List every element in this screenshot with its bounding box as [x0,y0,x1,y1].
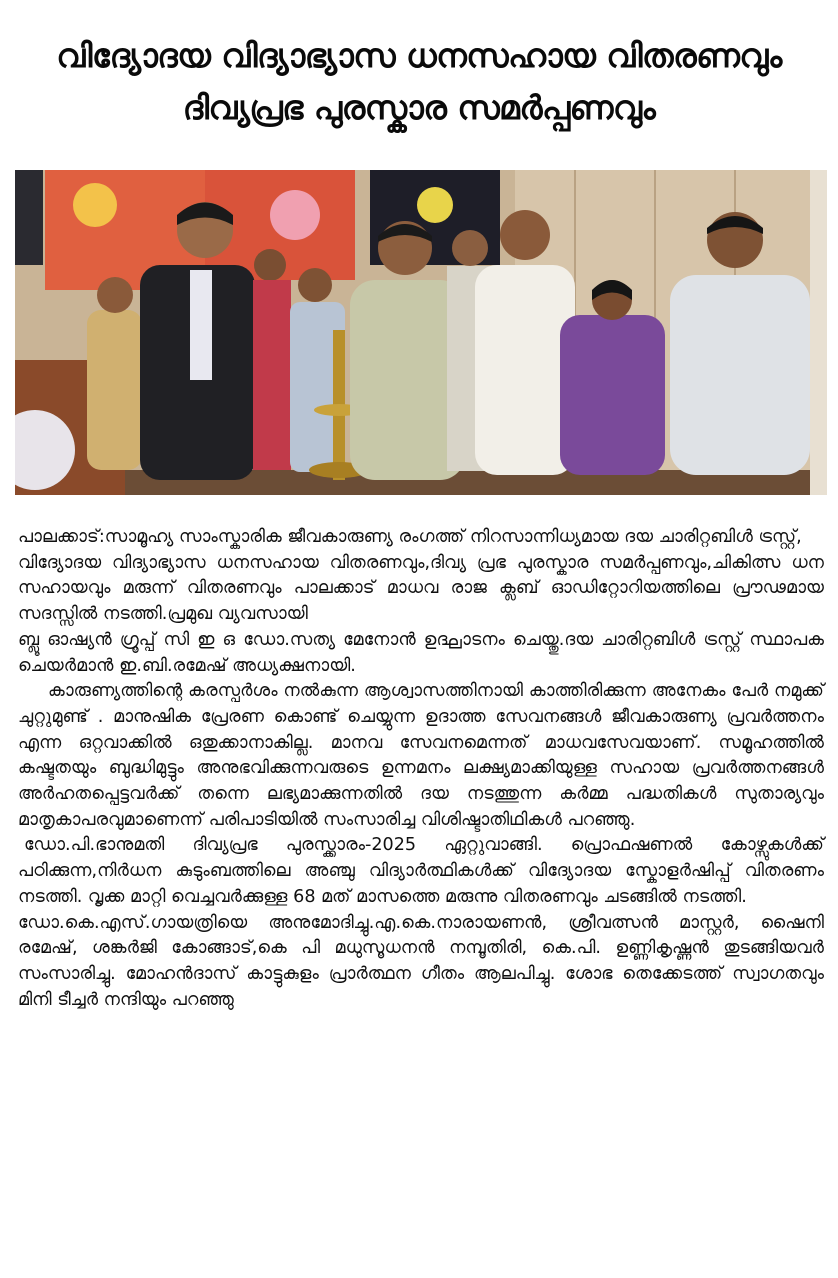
article-paragraph: കാരുണ്യത്തിന്റെ കരസ്പർശം നൽകുന്ന ആശ്വാസത്തിനായി കാത്തിരിക്കുന്ന അനേകം പേർ നമുക്ക് ചുറ്റുമുണ്ട് . മാനുഷിക പ്രേരണ കൊണ്ട് ചെയ്യുന്ന ഉദാത്ത സേവനങ്ങൾ ജീവകാരുണ്യ പ്രവർത്തനം എന്ന ഒറ്റവാക്കിൽ ഒതുക്കാനാകില്ല. മാനവ സേവനമെന്നത് മാധവസേവയാണ്. സമൂഹത്തിൽ കഷ്ടതയും ബുദ്ധിമുട്ടും അനുഭവിക്കുന്നവരുടെ ഉന്നമനം ലക്ഷ്യമാക്കിയുള്ള സഹായ പ്രവർത്തനങ്ങൾ അർഹതപ്പെട്ടവർക്ക് തന്നെ ലഭ്യമാക്കുന്നതിൽ ദയ നടത്തുന്ന കർമ്മ പദ്ധതികൾ സുതാര്യവും മാതൃകാപരവുമാണെന്ന് പരിപാടിയിൽ സംസാരിച്ച വിശിഷ്ടാതിഥികൾ പറഞ്ഞു. [18,681,824,830]
headline-line-1: വിദ്യോദയ വിദ്യാഭ്യാസ ധനസഹായ വിതരണവും [56,36,782,75]
article-paragraph: വിദ്യോദയ വിദ്യാഭ്യാസ ധനസഹായ വിതരണവും,ദിവ്യ പ്രഭ പുരസ്കാര സമർപ്പണവും,ചികിത്സ ധന സഹായവും മരുന്ന് വിതരണവും പാലക്കാട് മാധവ രാജ ക്ലബ് ഓഡിറ്റോറിയത്തിലെ പ്രൗഢമായ സദസ്സിൽ നടത്തി.പ്രമുഖ വ്യവസായി [18,552,824,625]
article-paragraph: ഡോ.പി.ഭാനുമതി ദിവ്യപ്രഭ പുരസ്ക്കാരം-2025 ഏറ്റുവാങ്ങി. പ്രൊഫഷണൽ കോഴ്സുകൾക്ക് പഠിക്കുന്ന,നിർധന കുടുംബത്തിലെ അഞ്ചു വിദ്യാർത്ഥികൾക്ക് വിദ്യോദയ സ്കോളർഷിപ്പ് വിതരണം നടത്തി. വൃക്ക മാറ്റി വെച്ചവർക്കുള്ള 68 മത് മാസത്തെ മരുന്നു വിതരണവും ചടങ്ങിൽ നടത്തി. [18,835,824,907]
article-paragraph: ബ്ലൂ ഓഷ്യൻ ഗ്രൂപ്പ് സി ഇ ഒ ഡോ.സത്യ മേനോൻ ഉദ്ഘാടനം ചെയ്തു.ദയ ചാരിറ്റബിൾ ട്രസ്റ്റ് സ്ഥാപക ചെയർമാൻ ഇ.ബി.രമേഷ് അധ്യക്ഷനായി. [18,629,824,676]
article-paragraph: പാലക്കാട്:സാമൂഹ്യ സാംസ്കാരിക ജീവകാരുണ്യ രംഗത്ത് നിറസാന്നിധ്യമായ ദയ ചാരിറ്റബിൾ ട്രസ്റ്റ്, [18,527,802,547]
headline [0,30,838,134]
lamp-lighting-photo [15,170,827,495]
article-body [18,525,824,1013]
article-paragraph: ഡോ.കെ.എസ്.ഗായത്രിയെ അനുമോദിച്ചു.എ.കെ.നാരായണൻ, ശ്രീവത്സൻ മാസ്റ്റർ, ഷൈനി രമേഷ്, ശങ്കർജി കോങ്ങാട്,കെ പി മധുസൂധനൻ നമ്പൂതിരി, കെ.പി. ഉണ്ണികൃഷ്ണൻ തുടങ്ങിയവർ സംസാരിച്ചു. മോഹൻദാസ് കാട്ടുകുളം പ്രാർത്ഥന ഗീതം ആലപിച്ചു. ശോഭ തെക്കേടത്ത് സ്വാഗതവും മിനി ടീച്ചർ നന്ദിയും പറഞ്ഞു [18,912,824,1010]
event-photo [15,170,827,495]
headline-line-2: ദിവ്യപ്രഭ പുരസ്കാര സമർപ്പണവും [182,88,656,127]
